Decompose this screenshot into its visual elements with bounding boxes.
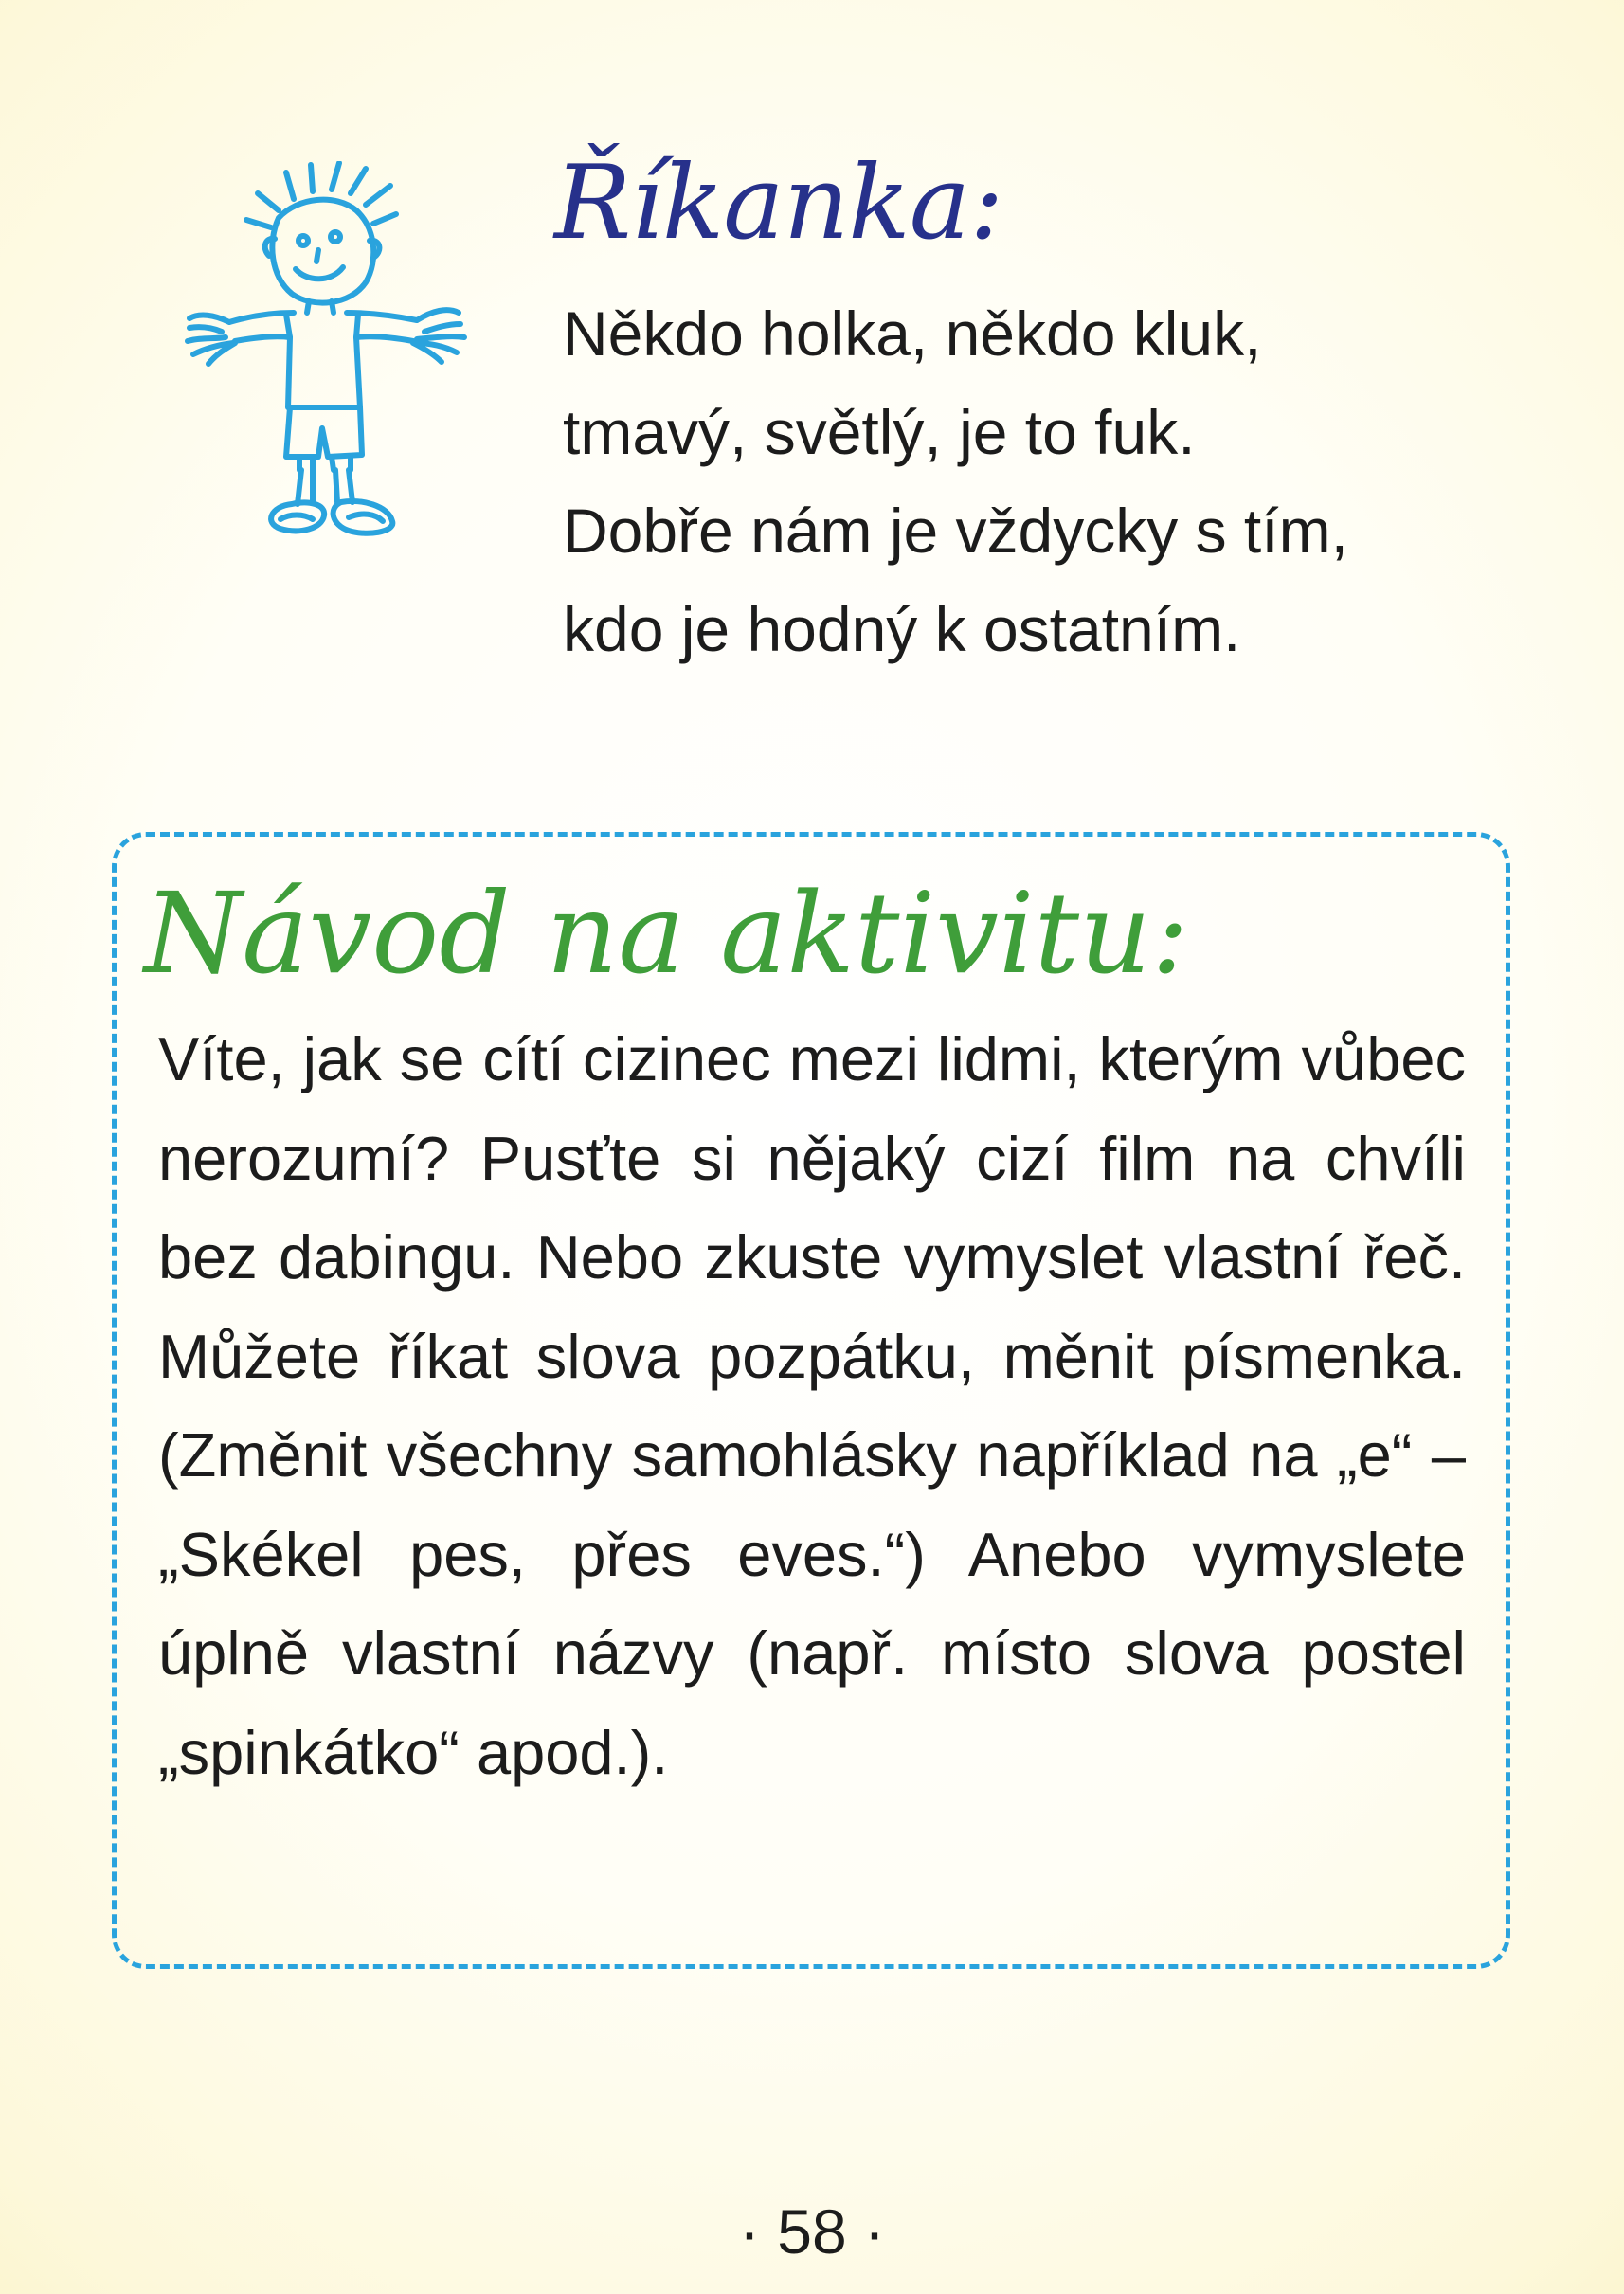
rhyme-line: Dobře nám je vždycky s tím, bbox=[563, 496, 1348, 566]
rhyme-title: Říkanka: bbox=[554, 144, 1003, 262]
activity-title: Návod na aktivitu: bbox=[144, 868, 1189, 999]
boy-drawing-icon bbox=[180, 161, 540, 540]
rhyme-line: kdo je hodný k ostatním. bbox=[563, 594, 1241, 664]
activity-text: Víte, jak se cítí cizinec mezi lidmi, kterým vůbec nerozumí? Pusťte si nějaký cizí film na chvíli bez dabingu. Nebo zkuste vymyslet vlastní řeč. Můžete říkat slova pozpátku, měnit písmenka. (Změnit všechny samohlásky například na „e“ – „Skékel pes, přes eves.“) Anebo vymyslete úplně vlastní názvy (např. místo slova postel „spinkátko“ apod.). bbox=[158, 1024, 1466, 1787]
rhyme-line: Někdo holka, někdo kluk, bbox=[563, 298, 1262, 369]
rhyme-line: tmavý, světlý, je to fuk. bbox=[563, 397, 1196, 467]
rhyme-lines bbox=[563, 284, 1348, 678]
page-number: · 58 · bbox=[738, 2196, 886, 2267]
